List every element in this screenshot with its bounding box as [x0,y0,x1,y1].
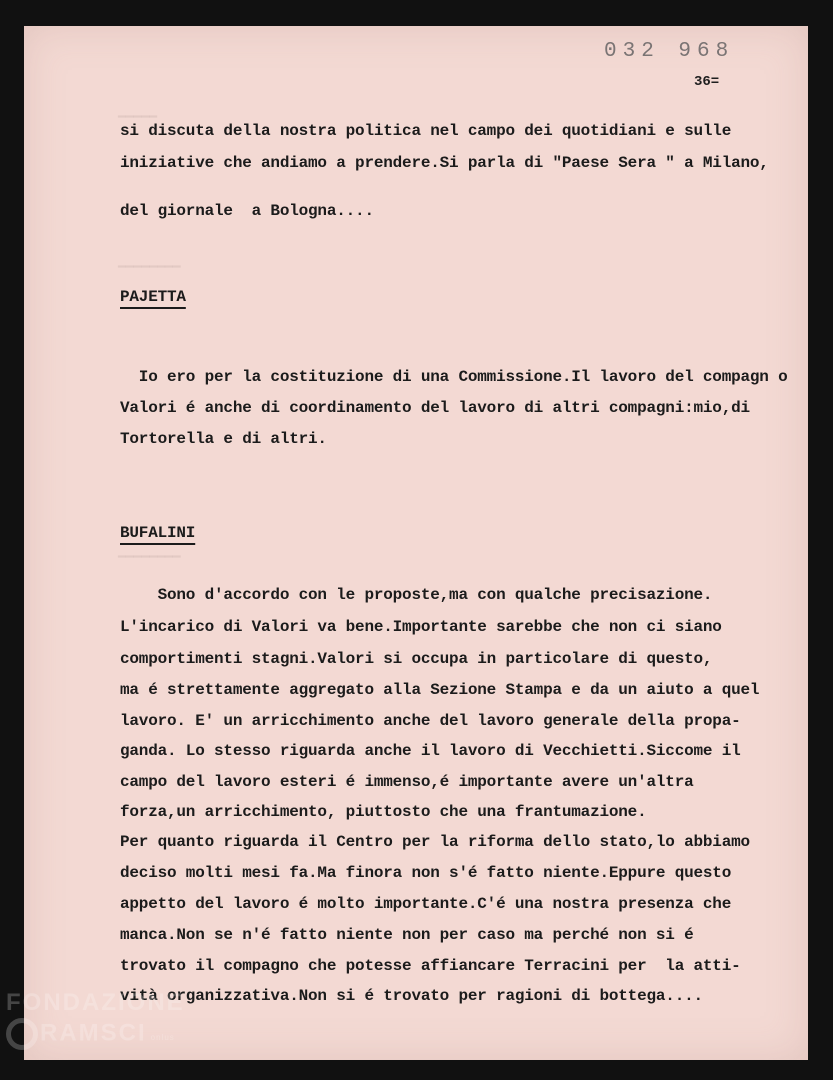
text-line: campo del lavoro esteri é immenso,é importante avere un'altra [120,773,694,791]
watermark-suffix: onlus [150,1033,175,1043]
text-line: del giornale a Bologna.... [120,202,374,220]
foundation-watermark-logo [6,988,185,1053]
bleed-through: ━━━━━ [118,110,158,125]
archive-stamp: 032 968 [604,40,735,63]
text-line: trovato il compagno che potesse affiancare Terracini per la atti- [120,957,741,975]
bleed-through: ━━━━━━━━ [118,260,181,275]
text-line: Io ero per la costituzione di una Commissione.Il lavoro del compagn o [120,368,788,386]
text-line: ma é strettamente aggregato alla Sezione Stampa e da un aiuto a quel [120,681,760,699]
text-line: vità organizzativa.Non si é trovato per ragioni di bottega.... [120,987,703,1005]
text-line: si discuta della nostra politica nel campo dei quotidiani e sulle [120,122,732,140]
text-line: comportimenti stagni.Valori si occupa in particolare di questo, [120,650,713,668]
text-line: Per quanto riguarda il Centro per la riforma dello stato,lo abbiamo [120,833,750,851]
speaker-heading-pajetta: PAJETTA [120,288,186,306]
text-line: ganda. Lo stesso riguarda anche il lavoro di Vecchietti.Siccome il [120,742,741,760]
watermark-line2: RAMSCI [40,1019,147,1047]
g-circle-icon [6,1018,38,1050]
text-line: manca.Non se n'é fatto niente non per caso ma perché non si é [120,926,694,944]
text-line: iniziative che andiamo a prendere.Si parla di "Paese Sera " a Milano, [120,154,769,172]
text-line: Tortorella e di altri. [120,430,327,448]
bleed-through: ━━━━━━━━ [118,550,181,565]
page-number: 36= [694,74,720,90]
text-line: Valori é anche di coordinamento del lavoro di altri compagni:mio,di [120,399,750,417]
speaker-heading-bufalini: BUFALINI [120,524,196,542]
watermark-line1: FONDAZIONE [6,989,185,1016]
text-line: forza,un arricchimento, piuttosto che una frantumazione. [120,803,647,821]
text-line: lavoro. E' un arricchimento anche del lavoro generale della propa- [120,712,741,730]
text-line: deciso molti mesi fa.Ma finora non s'é fatto niente.Eppure questo [120,864,732,882]
text-line: Sono d'accordo con le proposte,ma con qualche precisazione. [120,586,713,604]
text-line: appetto del lavoro é molto importante.C'é una nostra presenza che [120,895,732,913]
text-line: L'incarico di Valori va bene.Importante sarebbe che non ci siano [120,618,722,636]
